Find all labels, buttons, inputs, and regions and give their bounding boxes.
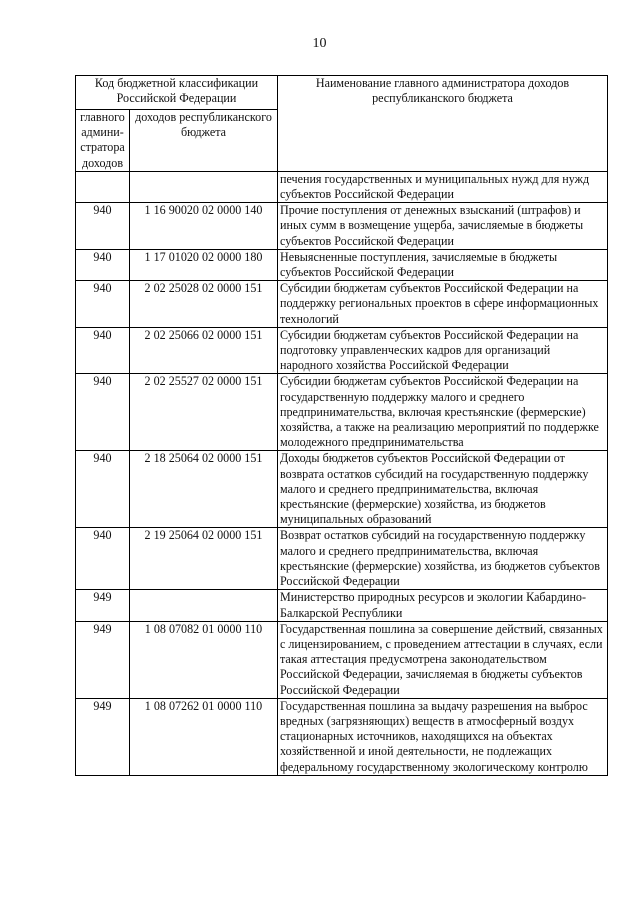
admin-code-cell — [76, 171, 130, 202]
table-body — [76, 171, 608, 775]
budget-classification-table — [75, 75, 608, 776]
revenue-code-cell: 1 08 07262 01 0000 110 — [130, 698, 278, 775]
admin-code-cell: 949 — [76, 698, 130, 775]
table-row — [76, 281, 608, 328]
revenue-code-cell: 2 18 25064 02 0000 151 — [130, 451, 278, 528]
header-classification-code: Код бюджетной классификации Российской Федерации — [76, 76, 278, 110]
table-row — [76, 249, 608, 280]
table-row — [76, 621, 608, 698]
header-administrator-name: Наименование главного администратора доходов республиканского бюджета — [278, 76, 608, 172]
revenue-name-cell: Субсидии бюджетам субъектов Российской Федерации на поддержку региональных проектов в сфере информационных технологий — [278, 281, 608, 328]
admin-code-cell: 949 — [76, 621, 130, 698]
revenue-name-cell: Субсидии бюджетам субъектов Российской Федерации на подготовку управленческих кадров для организаций народного хозяйства Российской Федерации — [278, 327, 608, 374]
revenue-code-cell: 1 17 01020 02 0000 180 — [130, 249, 278, 280]
table-row — [76, 590, 608, 621]
table-row — [76, 698, 608, 775]
revenue-code-cell: 2 02 25028 02 0000 151 — [130, 281, 278, 328]
revenue-code-cell: 1 16 90020 02 0000 140 — [130, 203, 278, 250]
table-row — [76, 374, 608, 451]
admin-code-cell: 940 — [76, 327, 130, 374]
revenue-name-cell: Возврат остатков субсидий на государственную поддержку малого и среднего предпринимательства, включая крестьянские (фермерские) хозяйства, из бюджетов субъектов Российской Федерации — [278, 528, 608, 590]
table-row — [76, 203, 608, 250]
page-number: 10 — [312, 36, 327, 51]
revenue-name-cell: Субсидии бюджетам субъектов Российской Федерации на государственную поддержку малого и среднего предпринимательства, включая крестьянские (фермерские) хозяйства, а также на реализацию мероприятий по поддержке молодежного предпринимательства — [278, 374, 608, 451]
revenue-code-cell: 2 02 25066 02 0000 151 — [130, 327, 278, 374]
header-budget-revenues: доходов республиканского бюджета — [130, 110, 278, 172]
admin-code-cell: 940 — [76, 374, 130, 451]
revenue-name-cell: печения государственных и муниципальных нужд для нужд субъектов Российской Федерации — [278, 171, 608, 202]
revenue-name-cell: Прочие поступления от денежных взысканий (штрафов) и иных сумм в возмещение ущерба, зачисляемые в бюджеты субъектов Российской Федерации — [278, 203, 608, 250]
revenue-code-cell: 2 02 25527 02 0000 151 — [130, 374, 278, 451]
admin-code-cell: 940 — [76, 249, 130, 280]
revenue-code-cell — [130, 590, 278, 621]
revenue-name-cell: Невыясненные поступления, зачисляемые в бюджеты субъектов Российской Федерации — [278, 249, 608, 280]
revenue-code-cell — [130, 171, 278, 202]
table-row — [76, 451, 608, 528]
revenue-code-cell: 2 19 25064 02 0000 151 — [130, 528, 278, 590]
header-main-administrator: главного админи-стратора доходов — [76, 110, 130, 172]
revenue-name-cell: Государственная пошлина за совершение действий, связанных с лицензированием, с проведением аттестации в случаях, если такая аттестация предусмотрена законодательством Российской Федерации, зачисляемая в бюджеты субъектов Российской Федерации — [278, 621, 608, 698]
admin-code-cell: 940 — [76, 528, 130, 590]
revenue-code-cell: 1 08 07082 01 0000 110 — [130, 621, 278, 698]
table-row — [76, 171, 608, 202]
table-row — [76, 528, 608, 590]
revenue-name-cell: Министерство природных ресурсов и экологии Кабардино-Балкарской Республики — [278, 590, 608, 621]
admin-code-cell: 949 — [76, 590, 130, 621]
admin-code-cell: 940 — [76, 281, 130, 328]
revenue-name-cell: Государственная пошлина за выдачу разрешения на выброс вредных (загрязняющих) веществ в атмосферный воздух стационарных источников, находящихся на объектах хозяйственной и иной деятельности, не подлежащих федеральному государственному экологическому контролю — [278, 698, 608, 775]
revenue-name-cell: Доходы бюджетов субъектов Российской Федерации от возврата остатков субсидий на государственную поддержку малого и среднего предпринимательства, включая крестьянские (фермерские) хозяйства, из бюджетов муниципальных образований — [278, 451, 608, 528]
admin-code-cell: 940 — [76, 451, 130, 528]
table-row — [76, 327, 608, 374]
admin-code-cell: 940 — [76, 203, 130, 250]
